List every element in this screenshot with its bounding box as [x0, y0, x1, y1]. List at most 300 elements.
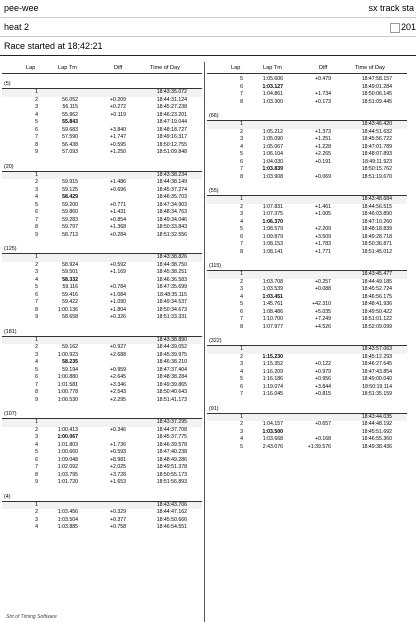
lap-number: 5 — [240, 226, 243, 232]
lap-number: 8 — [35, 141, 38, 148]
lap-time: 58.713 — [62, 231, 78, 238]
time-of-day: 18:44:47.162 — [156, 509, 187, 515]
lap-time: 1:00.413 — [57, 426, 78, 433]
lap-time: 1:01.581 — [57, 381, 78, 388]
lap-row — [207, 414, 407, 422]
lap-time: 55.843 — [62, 119, 78, 125]
lap-diff: +0.771 — [109, 201, 126, 208]
lap-row — [2, 449, 202, 457]
lap-time: 1:08.141 — [262, 248, 283, 255]
lap-diff: +0.284 — [109, 231, 126, 238]
class-name: pee-wee — [4, 3, 39, 13]
rider-number: (4) — [2, 493, 202, 502]
lap-number: 3 — [35, 269, 38, 275]
lap-number: 6 — [240, 308, 243, 315]
lap-number: 9 — [35, 231, 38, 238]
lap-row — [207, 271, 407, 279]
lap-number: 5 — [240, 301, 243, 307]
lap-diff: +2.209 — [314, 226, 331, 232]
lap-time: 1:00.530 — [57, 396, 78, 403]
lap-row — [2, 307, 202, 315]
lap-time: 1:05.212 — [262, 128, 283, 135]
lap-number: 5 — [35, 284, 38, 290]
lap-diff: +0.069 — [314, 173, 331, 180]
lap-time: 56.115 — [62, 104, 78, 110]
lap-diff: +3.844 — [314, 383, 331, 390]
lap-row — [207, 121, 407, 129]
lap-time: 1:05.606 — [262, 76, 283, 82]
lap-time: 1:01.720 — [57, 479, 78, 485]
time-of-day: 18:49:11.923 — [362, 158, 392, 165]
lap-row — [207, 309, 407, 317]
lap-row — [2, 457, 202, 465]
lap-row — [2, 479, 202, 487]
lap-diff: +3.728 — [109, 471, 126, 478]
lap-number: 1 — [35, 89, 38, 95]
lap-number: 7 — [240, 166, 243, 172]
time-of-day: 18:46:56.175 — [361, 293, 392, 300]
lap-diff: +1.431 — [109, 209, 126, 215]
time-of-day: 18:51:33.331 — [156, 314, 187, 320]
lap-diff: +0.346 — [109, 426, 126, 433]
time-of-day: 18:45:50.666 — [156, 516, 187, 523]
time-of-day: 18:43:38.890 — [156, 336, 187, 343]
lap-row — [2, 89, 202, 97]
time-of-day: 18:45:27.238 — [156, 104, 187, 110]
lap-row — [207, 436, 407, 444]
lap-number: 1 — [240, 346, 243, 352]
lap-row — [2, 262, 202, 270]
lap-row — [2, 314, 202, 322]
lap-diff: +0.657 — [314, 421, 331, 427]
lap-number: 2 — [35, 179, 38, 185]
time-of-day: 18:44:37.708 — [156, 426, 187, 433]
lap-diff: +0.696 — [109, 186, 126, 193]
lap-number: 9 — [35, 479, 38, 485]
lap-time: 1:03.668 — [262, 436, 283, 442]
lap-row — [207, 324, 407, 332]
time-of-day: 18:44:38.750 — [156, 261, 187, 268]
time-of-day: 18:46:54.551 — [156, 524, 187, 530]
left-column — [2, 62, 202, 532]
time-of-day: 18:50:19.114 — [362, 383, 392, 390]
lap-number: 3 — [240, 428, 243, 435]
lap-row — [207, 354, 407, 362]
lap-diff: +0.956 — [314, 376, 331, 382]
lap-time: 58.235 — [62, 359, 78, 365]
lap-time: 56.052 — [62, 96, 78, 103]
time-of-day: 18:44:48.192 — [361, 421, 392, 427]
lap-number: 1 — [240, 196, 243, 202]
lap-number: 6 — [35, 291, 38, 298]
lap-diff: +1.373 — [314, 128, 331, 135]
lap-time: 1:07.375 — [262, 211, 283, 217]
col-tod: Time of Day — [355, 65, 385, 71]
lap-number: 6 — [35, 126, 38, 133]
lap-time: 59.797 — [62, 224, 78, 230]
lap-row — [2, 254, 202, 262]
lap-row — [2, 187, 202, 195]
lap-row — [2, 209, 202, 217]
lap-number: 3 — [35, 434, 38, 440]
lap-diff: +0.272 — [109, 104, 126, 110]
lap-row — [207, 429, 407, 437]
lap-time: 1:03.451 — [262, 293, 283, 300]
lap-number: 9 — [35, 314, 38, 320]
lap-row — [207, 99, 407, 107]
col-diff: Diff — [319, 65, 328, 71]
lap-time: 1:15.230 — [262, 353, 283, 360]
lap-number: 5 — [240, 76, 243, 82]
rider-group — [207, 112, 407, 181]
rider-group — [2, 410, 202, 487]
lap-number: 6 — [240, 233, 243, 240]
lap-time: 58.429 — [62, 194, 78, 200]
time-of-day: 18:48:38.284 — [156, 374, 187, 380]
lap-number: 9 — [35, 396, 38, 403]
lap-number: 5 — [35, 119, 38, 125]
lap-row — [2, 299, 202, 307]
lap-diff: +1.461 — [314, 203, 331, 210]
lap-number: 3 — [35, 351, 38, 358]
time-of-day: 18:50:55.173 — [156, 471, 187, 478]
heat-name: heat 2 — [4, 22, 30, 32]
lap-row — [207, 391, 407, 399]
lap-diff: +8.981 — [109, 456, 126, 463]
lap-number: 4 — [35, 194, 38, 200]
lap-number: 7 — [240, 91, 243, 97]
lap-time: 59.283 — [62, 216, 78, 223]
time-of-day: 18:49:00.040 — [361, 376, 392, 382]
lap-diff: +0.173 — [314, 98, 331, 105]
lap-row — [2, 112, 202, 120]
lap-row — [207, 76, 407, 84]
lap-number: 1 — [240, 413, 243, 420]
lap-diff: +0.209 — [109, 96, 126, 103]
lap-time: 59.194 — [62, 366, 78, 373]
time-of-day: 18:46:39.578 — [156, 441, 187, 448]
rider-number: (107) — [2, 410, 202, 419]
report-header — [0, 0, 416, 56]
rider-number: (115) — [207, 262, 407, 271]
rider-number: (55) — [207, 187, 407, 196]
lap-number: 4 — [240, 436, 243, 442]
race-start: Race started at 18:42:21 — [4, 41, 103, 51]
time-of-day: 18:45:12.293 — [361, 353, 392, 360]
lap-row — [2, 389, 202, 397]
lap-diff: +2.025 — [109, 464, 126, 470]
lap-row — [2, 292, 202, 300]
lap-time: 1:08.486 — [262, 308, 283, 315]
lap-time: 1:04.157 — [262, 421, 283, 427]
lap-diff: +1.250 — [109, 149, 126, 155]
lap-row — [207, 144, 407, 152]
lap-row — [207, 129, 407, 137]
time-of-day: 18:51:32.556 — [156, 231, 187, 238]
lap-diff: +3.840 — [109, 126, 126, 133]
lap-number: 8 — [35, 224, 38, 230]
lap-diff: +1.736 — [109, 441, 126, 448]
lap-row — [207, 346, 407, 354]
time-of-day: 18:44:31.124 — [156, 96, 187, 103]
lap-number: 3 — [240, 361, 243, 367]
lap-diff: +0.979 — [314, 368, 331, 375]
lap-number: 7 — [240, 391, 243, 397]
lap-diff: +0.479 — [314, 76, 331, 82]
lap-row — [207, 234, 407, 242]
track-name: sx track sta — [368, 3, 414, 13]
time-of-day: 18:49:51.378 — [156, 464, 187, 470]
time-of-day: 18:47:40.238 — [156, 449, 187, 455]
time-of-day: 18:48:35.115 — [157, 291, 187, 298]
lap-number: 6 — [240, 83, 243, 90]
lap-row — [2, 224, 202, 232]
lap-diff: +0.257 — [314, 278, 331, 285]
time-of-day: 18:48:41.936 — [361, 301, 392, 307]
rider-group — [2, 493, 202, 532]
lap-diff: +0.854 — [109, 216, 126, 223]
lap-diff: +0.758 — [109, 524, 126, 530]
lap-row — [2, 397, 202, 405]
lap-number: 5 — [35, 201, 38, 208]
time-of-day: 18:48:49.286 — [156, 456, 187, 463]
lap-row — [207, 151, 407, 159]
checkbox-icon[interactable] — [390, 23, 400, 33]
time-of-day: 18:43:38.234 — [156, 171, 187, 178]
lap-row — [2, 382, 202, 390]
time-of-day: 18:44:56.515 — [361, 203, 392, 210]
time-of-day: 18:47:58.157 — [361, 76, 392, 82]
lap-time: 1:06.370 — [262, 218, 283, 225]
lap-time: 1:16.045 — [262, 391, 283, 397]
rider-group — [2, 80, 202, 157]
time-of-day: 18:46:23.201 — [156, 111, 187, 118]
lap-diff: +0.168 — [314, 436, 331, 442]
time-of-day: 18:45:51.692 — [361, 428, 392, 435]
lap-diff: +2.265 — [314, 151, 331, 157]
lap-row — [207, 249, 407, 257]
time-of-day: 18:43:37.295 — [156, 419, 187, 425]
time-of-day: 18:50:34.673 — [156, 306, 187, 313]
lap-diff: +1.486 — [109, 179, 126, 185]
lap-number: 2 — [240, 278, 243, 285]
lap-diff: +0.326 — [109, 314, 126, 320]
time-of-day: 18:46:36.583 — [156, 276, 187, 283]
lap-diff: +2.645 — [109, 374, 126, 380]
lap-row — [2, 172, 202, 180]
lap-diff: +7.249 — [314, 316, 331, 322]
time-of-day: 18:47:01.789 — [361, 143, 392, 150]
col-lap-tm: Lap Tm — [58, 65, 77, 71]
lap-diff: +1.747 — [109, 134, 126, 140]
right-column — [207, 62, 407, 451]
lap-time: 1:00.136 — [57, 306, 78, 313]
lap-time: 59.416 — [62, 291, 78, 298]
time-of-day: 18:47:35.699 — [156, 284, 187, 290]
lap-time: 1:03.839 — [262, 166, 283, 172]
header-row-2 — [0, 19, 416, 37]
lap-diff: +0.377 — [109, 516, 126, 523]
lap-time: 1:04.861 — [262, 91, 283, 97]
lap-row — [2, 344, 202, 352]
lap-row — [207, 91, 407, 99]
lap-diff: +1.804 — [109, 306, 126, 313]
rider-group — [2, 163, 202, 240]
lap-number: 3 — [35, 186, 38, 193]
time-of-day: 18:51:19.670 — [361, 173, 392, 180]
time-of-day: 18:51:01.122 — [361, 316, 392, 322]
lap-diff: +1.084 — [109, 291, 126, 298]
time-of-day: 18:44:51.632 — [361, 128, 392, 135]
rider-group — [207, 337, 407, 399]
lap-number: 4 — [35, 359, 38, 365]
time-of-day: 18:48:18.727 — [156, 126, 187, 133]
lap-time: 1:45.761 — [262, 301, 283, 307]
lap-row — [2, 352, 202, 360]
lap-row — [2, 97, 202, 105]
lap-time: 1:03.456 — [57, 509, 78, 515]
lap-diff: +0.122 — [314, 361, 331, 367]
lap-number: 6 — [35, 456, 38, 463]
time-of-day: 18:47:37.404 — [156, 366, 187, 373]
lap-diff: +1.251 — [314, 136, 331, 142]
time-of-day: 18:46:27.645 — [361, 361, 392, 367]
lap-row — [2, 434, 202, 442]
rider-number: (125) — [2, 245, 202, 254]
lap-diff: +5.035 — [314, 308, 331, 315]
header-row-1 — [0, 0, 416, 18]
lap-time: 57.093 — [62, 149, 78, 155]
lap-row — [2, 442, 202, 450]
lap-time: 59.162 — [62, 344, 78, 350]
time-of-day: 18:48:07.893 — [361, 151, 392, 157]
lap-time: 1:00.923 — [57, 351, 78, 358]
lap-diff: +1.734 — [314, 91, 331, 97]
lap-number: 5 — [240, 443, 243, 450]
lap-time: 1:03.500 — [262, 428, 283, 435]
lap-row — [2, 194, 202, 202]
lap-row — [2, 359, 202, 367]
year-label: 201 — [400, 22, 416, 32]
lap-diff: +0.191 — [314, 158, 331, 165]
header-row-3 — [0, 38, 416, 56]
lap-time: 1:08.153 — [262, 241, 283, 247]
lap-row — [207, 196, 407, 204]
lap-number: 5 — [35, 366, 38, 373]
rider-number: (66) — [207, 112, 407, 121]
time-of-day: 18:49:16.317 — [156, 134, 187, 140]
lap-row — [2, 134, 202, 142]
time-of-day: 18:43:45.477 — [361, 271, 392, 277]
rider-number: (20) — [2, 163, 202, 172]
lap-row — [2, 502, 202, 510]
lap-diff: +0.329 — [109, 509, 126, 515]
time-of-day: 18:49:01.284 — [361, 83, 392, 90]
lap-row — [2, 232, 202, 240]
lap-time: 1:16.186 — [262, 376, 283, 382]
lap-number: 2 — [35, 509, 38, 515]
lap-number: 2 — [240, 128, 243, 135]
lap-diff: +0.959 — [109, 366, 126, 373]
lap-number: 1 — [35, 171, 38, 178]
lap-row — [2, 119, 202, 127]
lap-number: 3 — [35, 516, 38, 523]
col-tod: Time of Day — [150, 65, 180, 71]
lap-time: 58.924 — [62, 261, 78, 268]
lap-number: 8 — [35, 389, 38, 395]
lap-time: 56.438 — [62, 141, 78, 148]
rider-number: (91) — [207, 405, 407, 414]
lap-number: 4 — [35, 441, 38, 448]
lap-number: 4 — [240, 143, 243, 150]
lap-time: 55.962 — [62, 111, 78, 118]
lap-number: 6 — [35, 209, 38, 215]
lap-number: 1 — [35, 254, 38, 260]
lap-number: 1 — [35, 419, 38, 425]
time-of-day: 18:46:35.703 — [156, 194, 187, 200]
time-of-day: 18:51:41.173 — [156, 396, 187, 403]
lap-row — [2, 269, 202, 277]
time-of-day: 18:45:37.775 — [156, 434, 187, 440]
lap-time: 1:05.067 — [262, 143, 283, 150]
footer-note: Strt of Timing Software — [6, 614, 57, 620]
time-of-day: 18:43:46.420 — [361, 121, 392, 127]
lap-row — [207, 159, 407, 167]
table-header — [207, 62, 407, 74]
lap-number: 1 — [240, 271, 243, 277]
lap-number: 8 — [35, 306, 38, 313]
time-of-day: 18:47:10.260 — [361, 218, 392, 225]
lap-diff: +2.688 — [109, 351, 126, 358]
time-of-day: 18:50:40.643 — [156, 389, 187, 395]
time-of-day: 18:49:50.422 — [361, 308, 392, 315]
lap-time: 59.501 — [62, 269, 78, 275]
lap-row — [207, 219, 407, 227]
lap-row — [207, 361, 407, 369]
lap-number: 5 — [240, 151, 243, 157]
column-divider — [204, 62, 205, 622]
lap-number: 4 — [240, 293, 243, 300]
lap-diff: +1.653 — [109, 479, 126, 485]
lap-time: 1:15.352 — [262, 361, 283, 367]
lap-number: 2 — [35, 96, 38, 103]
lap-diff: +2.295 — [109, 396, 126, 403]
time-of-day: 18:51:35.159 — [361, 391, 392, 397]
time-of-day: 18:46:38.210 — [156, 359, 187, 365]
lap-time: 1:03.504 — [57, 516, 78, 523]
lap-row — [207, 174, 407, 182]
time-of-day: 18:51:56.893 — [156, 479, 187, 485]
lap-number: 1 — [35, 501, 38, 508]
lap-number: 2 — [35, 261, 38, 268]
lap-time: 1:00.880 — [57, 374, 78, 380]
lap-number: 4 — [240, 218, 243, 225]
lap-row — [2, 284, 202, 292]
time-of-day: 18:43:48.684 — [361, 196, 392, 202]
time-of-day: 18:45:56.722 — [361, 136, 392, 142]
lap-row — [207, 136, 407, 144]
lap-time: 1:03.127 — [262, 83, 283, 90]
lap-row — [207, 301, 407, 309]
rider-group — [2, 328, 202, 405]
lap-time: 1:03.539 — [262, 286, 283, 292]
lap-time: 1:07.831 — [262, 203, 283, 210]
time-of-day: 18:50:06.145 — [361, 91, 392, 97]
rider-group — [207, 76, 407, 106]
lap-number: 5 — [35, 449, 38, 455]
lap-number: 2 — [35, 426, 38, 433]
rider-group — [207, 187, 407, 256]
